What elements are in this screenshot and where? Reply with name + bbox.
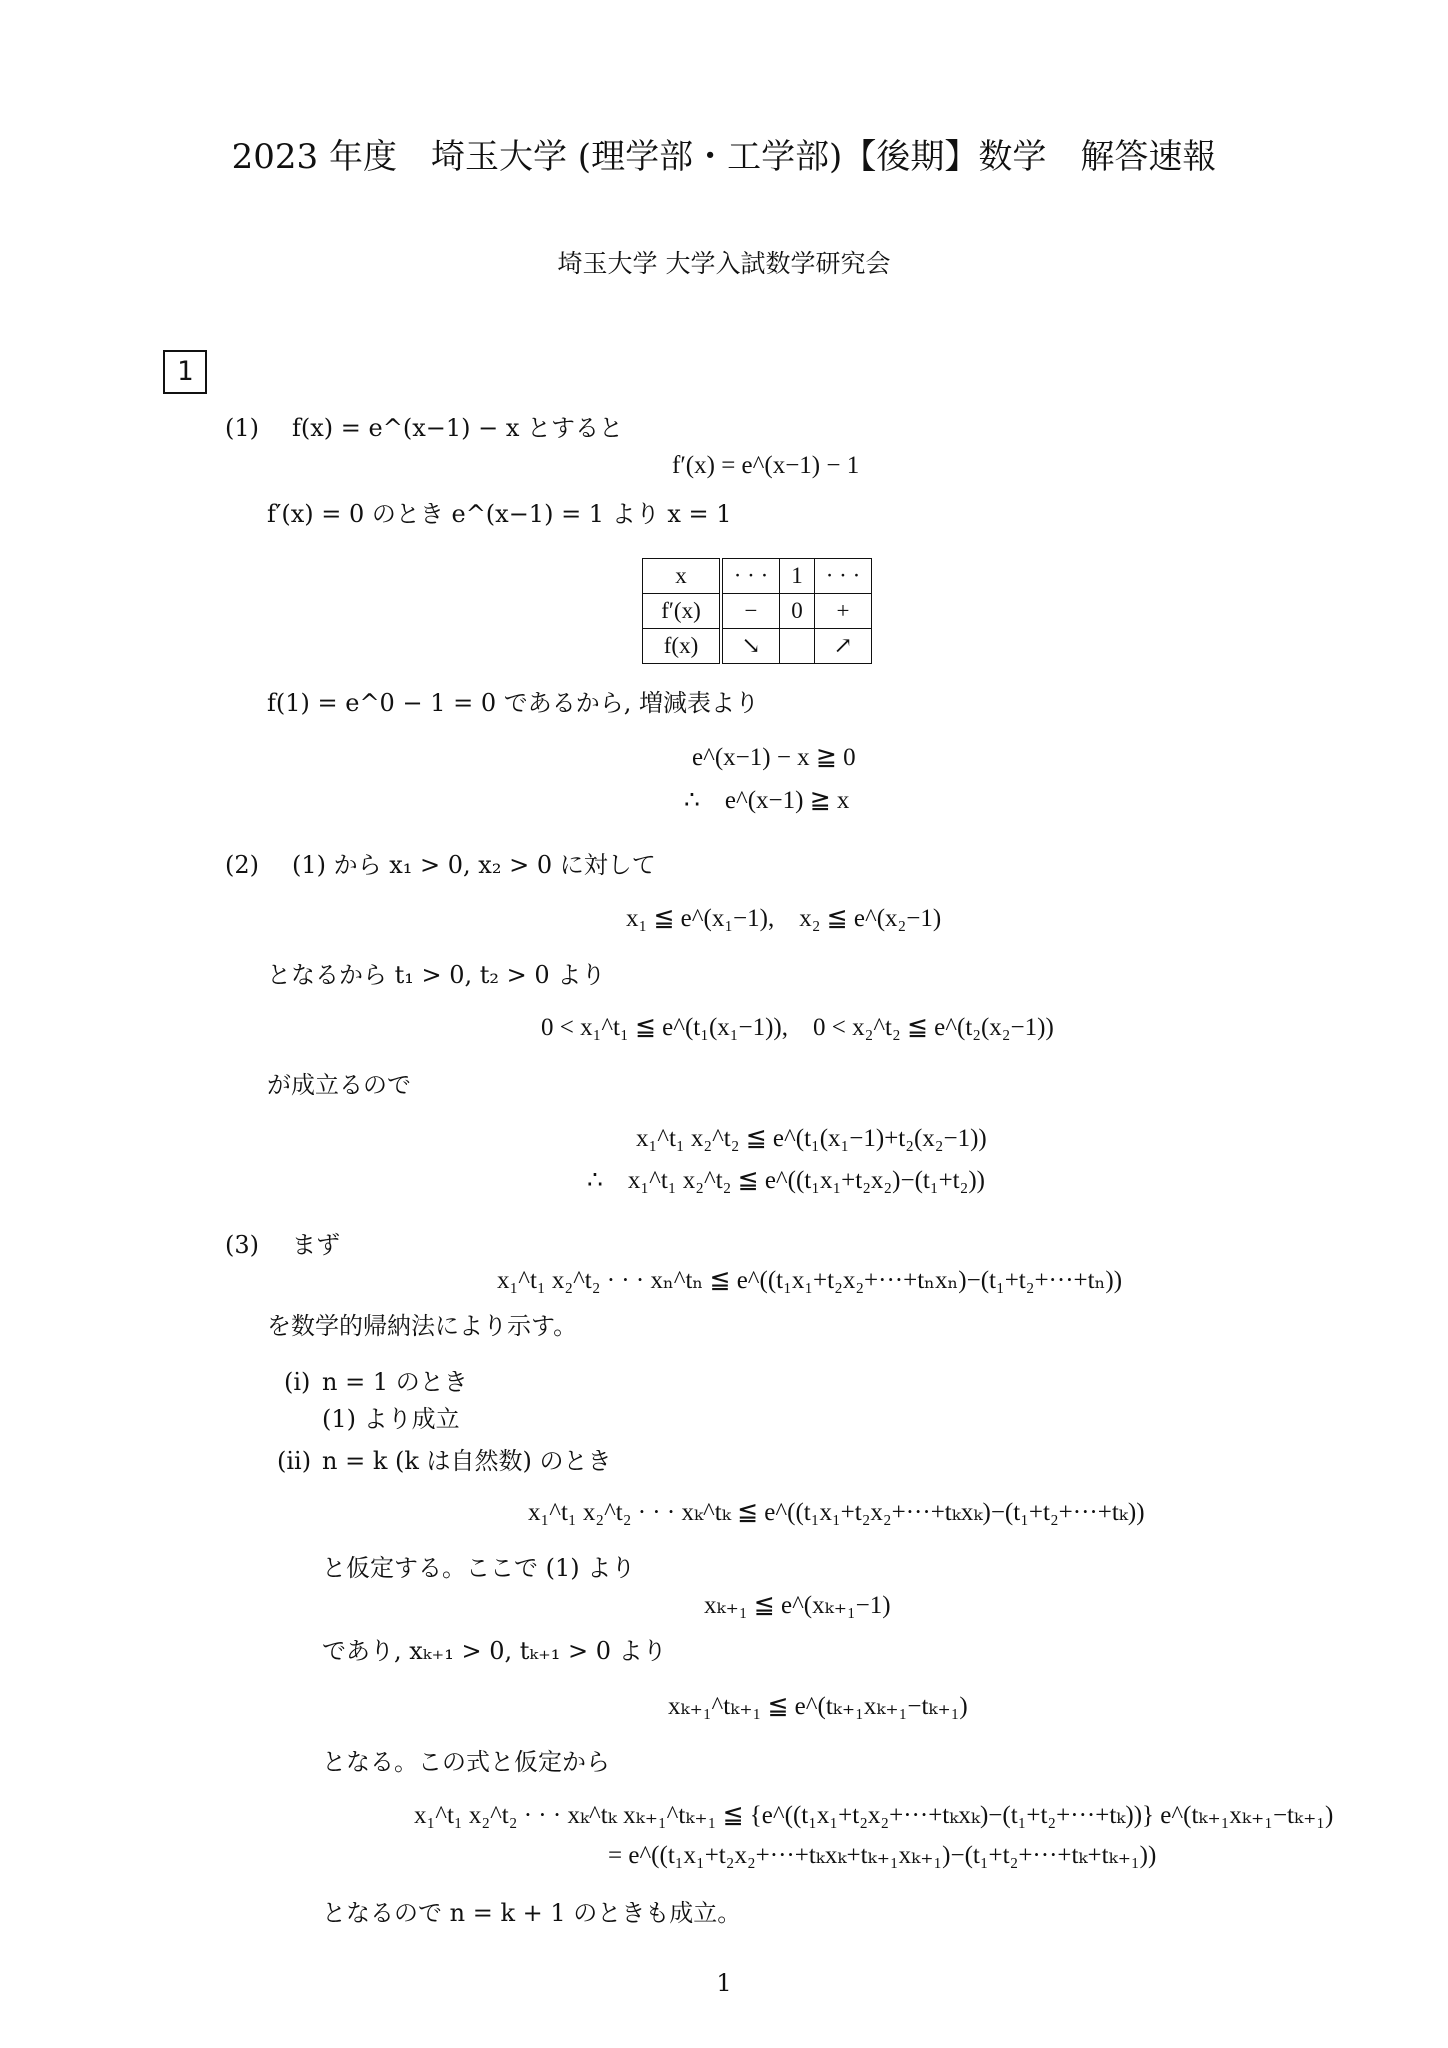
part1-line1: f(x) = e^(x−1) − x とすると bbox=[292, 414, 623, 442]
table-cell bbox=[780, 629, 815, 664]
part1-line2: f′(x) = 0 のとき e^(x−1) = 1 より x = 1 bbox=[267, 500, 732, 528]
part2-eq1: x₁ ≦ e^(x₁−1), x₂ ≦ e^(x₂−1) bbox=[626, 905, 942, 932]
part2-line3: が成立るので bbox=[267, 1071, 411, 1099]
part1-label: (1) bbox=[225, 414, 259, 442]
part3-case2-label: (ii) bbox=[277, 1447, 312, 1475]
table-cell: x bbox=[643, 559, 722, 594]
part3-eq1: x₁^t₁ x₂^t₂ · · · xₙ^tₙ ≦ e^((t₁x₁+t₂x₂+···+tₙxₙ)−(t₁+t₂+···+tₙ)) bbox=[497, 1267, 1123, 1294]
increase-arrow-icon: ↗ bbox=[815, 629, 872, 664]
table-cell: f(x) bbox=[643, 629, 722, 664]
part3-eq6: = e^((t₁x₁+t₂x₂+···+tₖxₖ+tₖ₊₁xₖ₊₁)−(t₁+t₂+···+tₖ+tₖ₊₁)) bbox=[608, 1842, 1157, 1869]
part3-eq4: xₖ₊₁^tₖ₊₁ ≦ e^(tₖ₊₁xₖ₊₁−tₖ₊₁) bbox=[668, 1693, 968, 1720]
table-cell: 1 bbox=[780, 559, 815, 594]
part3-case1-text: n = 1 のとき bbox=[322, 1368, 468, 1396]
part1-eq3: ∴ e^(x−1) ≧ x bbox=[684, 787, 850, 814]
part3-line6: となるので n = k + 1 のときも成立。 bbox=[322, 1899, 742, 1927]
part3-eq3: xₖ₊₁ ≦ e^(xₖ₊₁−1) bbox=[704, 1592, 891, 1619]
part3-line4: であり, xₖ₊₁ > 0, tₖ₊₁ > 0 より bbox=[322, 1637, 667, 1665]
part3-eq2: x₁^t₁ x₂^t₂ · · · xₖ^tₖ ≦ e^((t₁x₁+t₂x₂+···+tₖxₖ)−(t₁+t₂+···+tₖ)) bbox=[528, 1499, 1145, 1526]
part2-eq3: x₁^t₁ x₂^t₂ ≦ e^(t₁(x₁−1)+t₂(x₂−1)) bbox=[636, 1125, 987, 1152]
part3-line5: となる。この式と仮定から bbox=[322, 1748, 610, 1776]
part3-eq5: x₁^t₁ x₂^t₂ · · · xₖ^tₖ xₖ₊₁^tₖ₊₁ ≦ {e^((t₁x₁+t₂x₂+···+tₖxₖ)−(t₁+t₂+···+tₖ))} e^(tₖ₊₁xₖ₊₁−tₖ₊₁) bbox=[414, 1802, 1334, 1829]
part2-line2: となるから t₁ > 0, t₂ > 0 より bbox=[267, 961, 606, 989]
part3-case2-text: n = k (k は自然数) のとき bbox=[322, 1447, 612, 1475]
page-number: 1 bbox=[716, 1969, 732, 1997]
table-row bbox=[643, 594, 872, 629]
part3-line1: まず bbox=[292, 1231, 340, 1259]
decrease-arrow-icon: ↘ bbox=[721, 629, 780, 664]
table-cell: · · · bbox=[721, 559, 780, 594]
part3-case1-label: (i) bbox=[284, 1368, 311, 1396]
increase-decrease-table bbox=[642, 558, 872, 664]
part1-eq1: f′(x) = e^(x−1) − 1 bbox=[672, 452, 860, 479]
table-cell: − bbox=[721, 594, 780, 629]
part2-eq2: 0 < x₁^t₁ ≦ e^(t₁(x₁−1)), 0 < x₂^t₂ ≦ e^(t₂(x₂−1)) bbox=[541, 1014, 1054, 1041]
part2-line1: (1) から x₁ > 0, x₂ > 0 に対して bbox=[292, 851, 656, 879]
part3-line2: を数学的帰納法により示す。 bbox=[267, 1312, 578, 1340]
part3-label: (3) bbox=[225, 1231, 259, 1259]
part1-eq2: e^(x−1) − x ≧ 0 bbox=[692, 744, 856, 771]
part2-eq4: ∴ x₁^t₁ x₂^t₂ ≦ e^((t₁x₁+t₂x₂)−(t₁+t₂)) bbox=[587, 1167, 985, 1194]
table-cell: · · · bbox=[815, 559, 872, 594]
question-number-box: 1 bbox=[163, 350, 207, 394]
part2-label: (2) bbox=[225, 851, 259, 879]
part3-line3: と仮定する。ここで (1) より bbox=[322, 1554, 636, 1582]
table-cell: f′(x) bbox=[643, 594, 722, 629]
table-row bbox=[643, 629, 872, 664]
part3-case1-sub: (1) より成立 bbox=[322, 1405, 460, 1433]
part1-line3: f(1) = e^0 − 1 = 0 であるから, 増減表より bbox=[267, 689, 759, 717]
page-subtitle: 埼玉大学 大学入試数学研究会 bbox=[557, 249, 891, 278]
table-cell: 0 bbox=[780, 594, 815, 629]
table-cell: + bbox=[815, 594, 872, 629]
table-row bbox=[643, 559, 872, 594]
page-title: 2023 年度 埼玉大学 (理学部・工学部)【後期】数学 解答速報 bbox=[231, 137, 1217, 177]
